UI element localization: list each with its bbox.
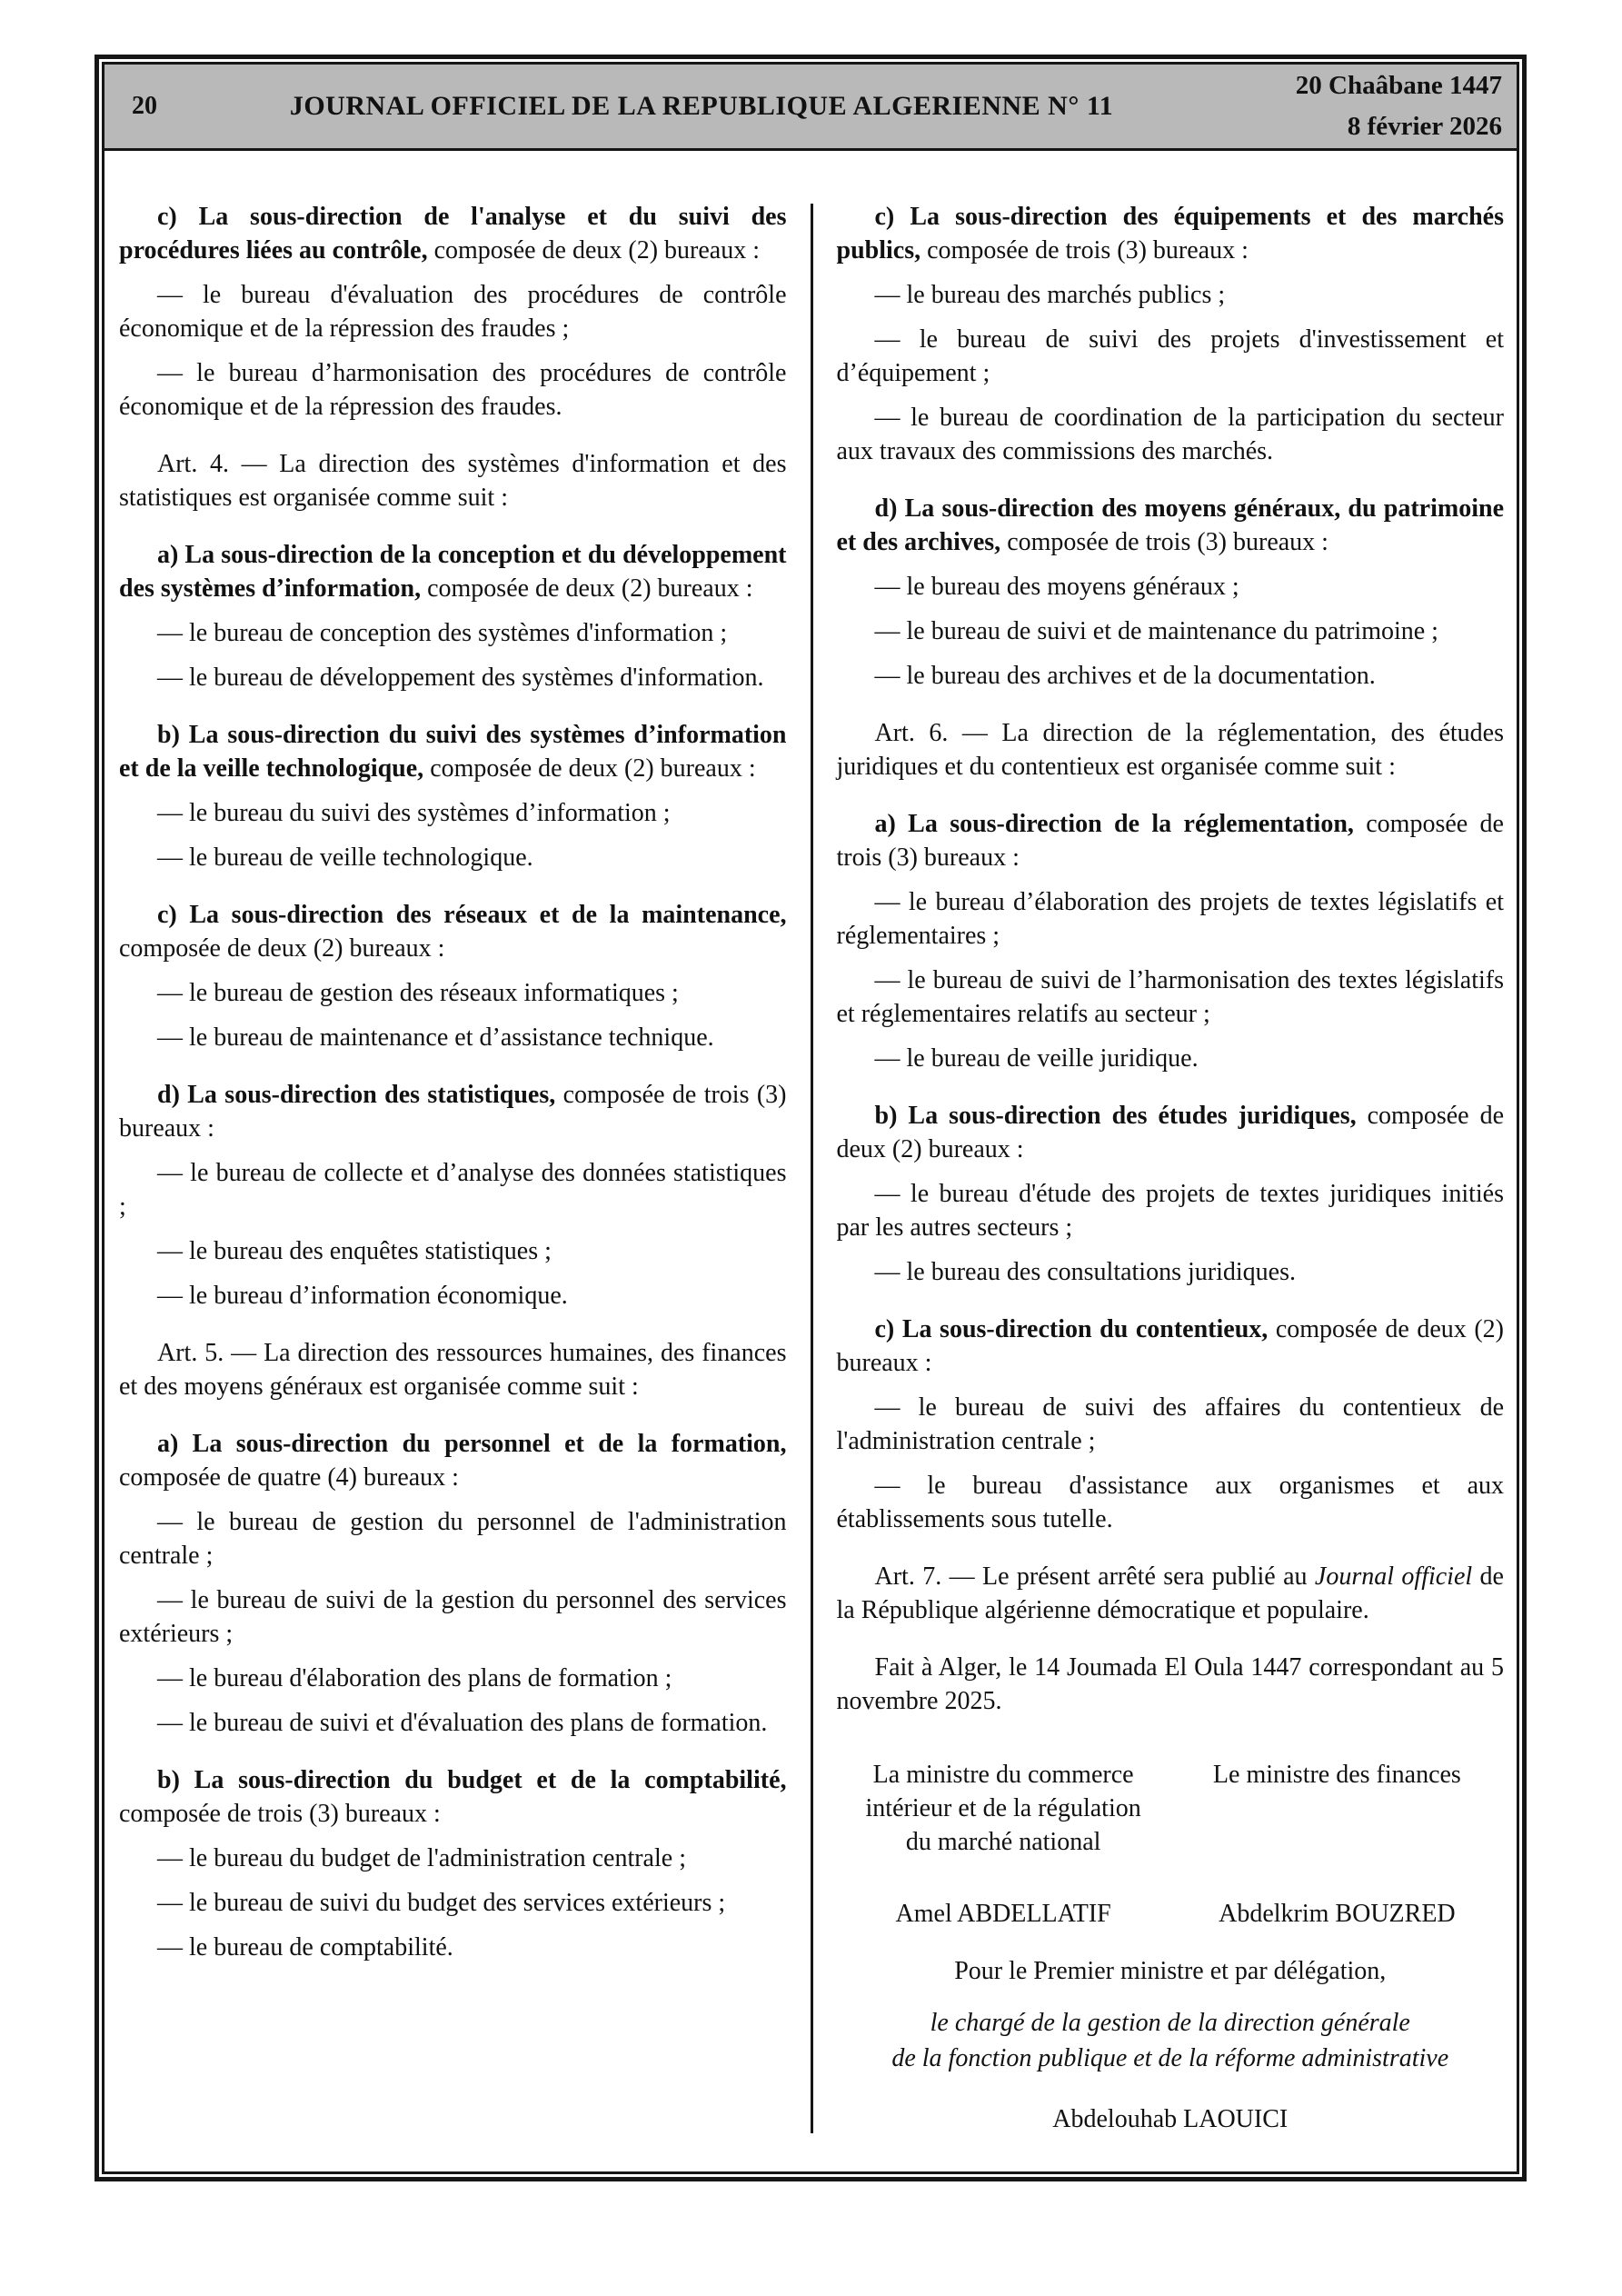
section-paragraph: [119, 718, 787, 785]
text-run: composée de deux (2) bureaux :: [836, 1315, 1504, 1377]
bullet-item: [119, 278, 787, 345]
text-run: — le bureau de comptabilité.: [157, 1933, 453, 1962]
bullet-item: [837, 1469, 1505, 1536]
text-run: — le bureau des moyens généraux ;: [874, 573, 1239, 601]
signature-right-cell: [1170, 1758, 1504, 1859]
bullet-item: [837, 570, 1505, 604]
text-run: — le bureau de maintenance et d’assistance technique.: [157, 1023, 714, 1052]
section-paragraph: [119, 1427, 787, 1494]
bold-run: c) La sous-direction du contentieux,: [874, 1315, 1276, 1343]
text-run: composée de trois (3) bureaux :: [836, 810, 1504, 872]
text-run: Art. 7. — Le présent arrêté sera publié au: [874, 1562, 1315, 1591]
section-paragraph: [837, 1313, 1505, 1380]
signature-line: intérieur et de la régulation: [865, 1794, 1141, 1822]
paragraph: [119, 200, 787, 267]
bullet-item: [837, 1391, 1505, 1458]
bullet-item: [837, 614, 1505, 648]
italic-run: Journal officiel: [1314, 1562, 1473, 1591]
bold-run: b) La sous-direction du budget et de la comptabilité,: [157, 1766, 787, 1794]
text-run: — le bureau d’information économique.: [157, 1282, 568, 1310]
text-run: — le bureau de conception des systèmes d'information ;: [157, 619, 728, 647]
text-run: Art. 6. — La direction de la réglementation, des études juridiques et du contentieux est organisée comme suit :: [836, 719, 1504, 781]
section-paragraph: [837, 1099, 1505, 1166]
text-run: — le bureau de veille technologique.: [157, 844, 533, 872]
bullet-item: [837, 659, 1505, 693]
section-paragraph: [837, 1651, 1505, 1718]
text-run: — le bureau de coordination de la participation du secteur aux travaux des commissions des marchés.: [836, 404, 1504, 465]
text-run: composée de trois (3) bureaux :: [119, 1800, 441, 1828]
text-run: — le bureau de gestion des réseaux informatiques ;: [157, 979, 679, 1007]
text-run: — le bureau du budget de l'administration centrale ;: [157, 1844, 686, 1872]
page-content: [104, 151, 1517, 2171]
bullet-item: [837, 1255, 1505, 1289]
text-run: — le bureau de collecte et d’analyse des données statistiques ;: [119, 1159, 787, 1221]
text-run: composée de deux (2) bureaux :: [119, 934, 445, 963]
italic-run: le chargé de la gestion de la direction générale: [930, 2009, 1410, 2037]
text-run: — le bureau d'assistance aux organismes et aux établissements sous tutelle.: [836, 1472, 1504, 1533]
text-run: — le bureau d’harmonisation des procédures de contrôle économique et de la répression des fraudes.: [119, 359, 787, 421]
bullet-item: [119, 1234, 787, 1268]
text-run: — le bureau de suivi de la gestion du personnel des services extérieurs ;: [119, 1586, 787, 1648]
signature-names-row: [837, 1897, 1505, 1931]
bold-run: d) La sous-direction des moyens généraux, du patrimoine et des archives,: [836, 494, 1504, 556]
bullet-item: [837, 1042, 1505, 1075]
text-run: — le bureau des marchés publics ;: [874, 281, 1226, 309]
journal-title: JOURNAL OFFICIEL DE LA REPUBLIQUE ALGERIENNE N° 11: [289, 91, 1114, 121]
bullet-item: [837, 1177, 1505, 1244]
text-run: — le bureau d'étude des projets de textes juridiques initiés par les autres secteurs ;: [836, 1180, 1504, 1242]
signature-line: Le ministre des finances: [1212, 1761, 1461, 1789]
section-paragraph: [119, 1336, 787, 1403]
text-run: composée de trois (3) bureaux :: [119, 1081, 787, 1143]
bullet-item: [119, 1583, 787, 1651]
bullet-item: [119, 1931, 787, 1964]
text-run: — le bureau de suivi du budget des services extérieurs ;: [157, 1889, 726, 1917]
bullet-item: [837, 963, 1505, 1031]
page-number: 20: [132, 92, 157, 120]
paragraph: [837, 2006, 1505, 2040]
text-run: — le bureau de suivi des affaires du contentieux de l'administration centrale ;: [836, 1393, 1504, 1455]
section-paragraph: [119, 1763, 787, 1831]
text-run: — le bureau des enquêtes statistiques ;: [157, 1237, 552, 1265]
date-gregorian: 8 février 2026: [1347, 112, 1502, 141]
bullet-item: [119, 661, 787, 694]
signature-left-cell: [837, 1758, 1170, 1859]
signature-line: La ministre du commerce: [872, 1761, 1134, 1789]
bullet-item: [119, 1842, 787, 1875]
bullet-item: [837, 323, 1505, 390]
section-paragraph: [119, 1078, 787, 1145]
bold-run: c) La sous-direction des équipements et des marchés publics,: [836, 203, 1504, 265]
section-paragraph: [837, 716, 1505, 784]
bullet-item: [119, 1279, 787, 1313]
text-run: — le bureau de développement des systèmes d'information.: [157, 664, 764, 692]
text-run: Art. 4. — La direction des systèmes d'information et des statistiques est organisée comme suit :: [119, 450, 787, 512]
text-run: — le bureau de veille juridique.: [874, 1044, 1199, 1073]
text-run: — le bureau de suivi et d'évaluation des plans de formation.: [157, 1709, 768, 1737]
text-run: composée de quatre (4) bureaux :: [119, 1463, 459, 1492]
bullet-item: [837, 885, 1505, 953]
page-frame: [95, 55, 1527, 2181]
signature-titles-row: [837, 1758, 1505, 1859]
paragraph: [837, 2041, 1505, 2075]
bold-run: d) La sous-direction des statistiques,: [157, 1081, 563, 1109]
signature-line: du marché national: [905, 1828, 1101, 1856]
text-run: — le bureau d’élaboration des projets de textes législatifs et réglementaires ;: [836, 888, 1504, 950]
bullet-item: [119, 616, 787, 650]
paragraph: [837, 2102, 1505, 2136]
bold-run: a) La sous-direction de la réglementation,: [874, 810, 1367, 838]
bullet-item: [119, 1886, 787, 1920]
text-run: — le bureau de suivi de l’harmonisation des textes législatifs et réglementaires relatifs au secteur ;: [836, 966, 1504, 1028]
text-run: composée de deux (2) bureaux :: [430, 754, 756, 783]
bullet-item: [119, 1505, 787, 1572]
text-run: — le bureau du suivi des systèmes d’information ;: [157, 799, 671, 827]
text-run: — le bureau de gestion du personnel de l'administration centrale ;: [119, 1508, 787, 1570]
header-dates: [1296, 65, 1502, 148]
left-column: [119, 200, 787, 2171]
text-run: — le bureau de suivi et de maintenance du patrimoine ;: [874, 617, 1438, 645]
text-run: de la République algérienne démocratique et populaire.: [836, 1562, 1504, 1624]
bold-run: c) La sous-direction des réseaux et de la maintenance,: [157, 901, 787, 929]
text-run: composée de trois (3) bureaux :: [1007, 528, 1328, 556]
bullet-item: [119, 976, 787, 1010]
text-run: Abdelouhab LAOUICI: [1052, 2105, 1289, 2133]
section-paragraph: [837, 807, 1505, 874]
text-run: composée de deux (2) bureaux :: [836, 1102, 1504, 1163]
bold-run: b) La sous-direction des études juridiques,: [874, 1102, 1368, 1130]
section-paragraph: [837, 1560, 1505, 1627]
page-frame-inner: [102, 62, 1519, 2174]
section-paragraph: [119, 447, 787, 514]
section-paragraph: [837, 492, 1505, 559]
section-paragraph: [119, 898, 787, 965]
signature-line: Abdelkrim BOUZRED: [1219, 1900, 1456, 1928]
text-run: — le bureau des archives et de la documentation.: [874, 662, 1376, 690]
bullet-item: [119, 1706, 787, 1740]
right-column: [837, 200, 1505, 2171]
bullet-item: [119, 1156, 787, 1223]
bullet-item: [837, 278, 1505, 312]
signature-line: Amel ABDELLATIF: [895, 1900, 1111, 1928]
italic-run: de la fonction publique et de la réforme administrative: [891, 2044, 1449, 2072]
bullet-item: [837, 401, 1505, 468]
text-run: composée de deux (2) bureaux :: [427, 574, 753, 603]
text-run: Pour le Premier ministre et par délégation,: [954, 1957, 1387, 1985]
bold-run: a) La sous-direction de la conception et du développement des systèmes d’information,: [119, 541, 787, 603]
bullet-item: [119, 1662, 787, 1695]
text-run: composée de trois (3) bureaux :: [927, 236, 1249, 265]
text-run: Art. 5. — La direction des ressources humaines, des finances et des moyens généraux est organisée comme suit :: [119, 1339, 787, 1401]
text-run: — le bureau de suivi des projets d'investissement et d’équipement ;: [836, 325, 1504, 387]
bullet-item: [119, 796, 787, 830]
bullet-item: [119, 356, 787, 424]
bullet-item: [119, 841, 787, 874]
text-run: — le bureau d'élaboration des plans de formation ;: [157, 1664, 672, 1692]
bold-run: b) La sous-direction du suivi des systèmes d’information et de la veille technologique,: [119, 721, 787, 783]
bold-run: a) La sous-direction du personnel et de la formation,: [157, 1430, 787, 1458]
text-run: — le bureau d'évaluation des procédures de contrôle économique et de la répression des fraudes ;: [119, 281, 787, 343]
text-run: — le bureau des consultations juridiques.: [874, 1258, 1296, 1286]
column-divider: [811, 204, 813, 2133]
date-hijri: 20 Chaâbane 1447: [1295, 71, 1502, 100]
section-paragraph: [119, 538, 787, 605]
signature-left-cell: [837, 1897, 1170, 1931]
text-run: Fait à Alger, le 14 Joumada El Oula 1447 correspondant au 5 novembre 2025.: [836, 1653, 1504, 1715]
bold-run: c) La sous-direction de l'analyse et du suivi des procédures liées au contrôle,: [119, 203, 787, 265]
text-run: composée de deux (2) bureaux :: [433, 236, 761, 265]
paragraph: [837, 200, 1505, 267]
journal-header: [104, 65, 1517, 151]
bullet-item: [119, 1021, 787, 1054]
signature-right-cell: [1170, 1897, 1504, 1931]
paragraph: [837, 1954, 1505, 1988]
